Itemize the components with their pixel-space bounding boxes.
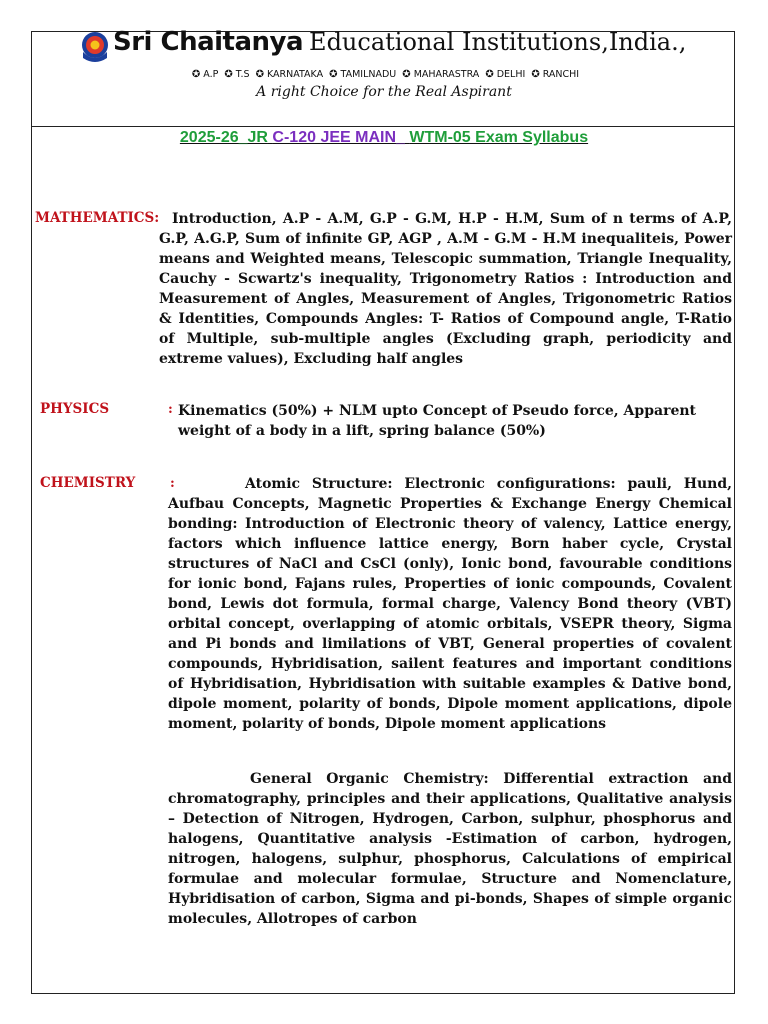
- brand-name: [113, 27, 686, 57]
- star-icon: ✪: [255, 69, 264, 80]
- physics-label: PHYSICS: [40, 401, 110, 417]
- physics-colon: :: [168, 402, 173, 417]
- states-list: [0, 69, 768, 80]
- star-icon: ✪: [191, 69, 201, 80]
- header-divider: [31, 126, 735, 127]
- brand-name-bold: Sri Chaitanya: [113, 27, 304, 57]
- title-syllabus: WTM-05 Exam Syllabus: [409, 129, 589, 146]
- math-text-first-line: Introduction, A.P - A.M, G.P - G.M, H.P - H.M, Sum of n terms of A.P,: [172, 211, 732, 227]
- institution-logo-icon: [80, 30, 110, 64]
- state-item: MAHARASTRA: [413, 69, 480, 80]
- math-label: MATHEMATICS:: [35, 210, 160, 226]
- star-icon: ✪: [329, 69, 338, 80]
- chemistry-label: CHEMISTRY: [40, 475, 136, 491]
- tagline: A right Choice for the Real Aspirant: [256, 84, 512, 100]
- math-text: G.P, A.G.P, Sum of infinite GP, AGP , A.M - G.M - H.M inequaliteis, Power means and Weighted means, Telescopic summation, Triangle Inequality, Cauchy - Scwartz's inequality, Trigonometry Ratios : Introduction and Measurement of Angles, Measurement of Angles, Trigonometric Ratios & Identities, Compounds Angles: T- Ratios of Compound angle, T-Ratio of Multiple, sub-multiple angles (Excluding graph, periodicity and extreme values), Excluding half angles: [159, 231, 732, 367]
- state-item: RANCHI: [542, 69, 580, 80]
- state-item: DELHI: [496, 69, 526, 80]
- physics-text: Kinematics (50%) + NLM upto Concept of Pseudo force, Apparent weight of a body in a lift, spring balance (50%): [178, 403, 696, 439]
- page-title: [0, 129, 768, 147]
- star-icon: ✪: [485, 69, 494, 80]
- star-icon: ✪: [402, 69, 411, 80]
- chemistry-text-organic: General Organic Chemistry: Differential extraction and chromatography, principles and their applications, Qualitative analysis – Detection of Nitrogen, Hydrogen, Carbon, sulphur, phosphorus and halogens, Quantitative analysis -Estimation of carbon, hydrogen, nitrogen, halogens, sulphur, phosphorus, Calculations of empirical formulae and molecular formulae, Structure and Nomenclature, Hybridisation of carbon, Sigma and pi-bonds, Shapes of simple organic molecules, Allotropes of carbon: [168, 771, 732, 927]
- title-batch: C-120: [272, 129, 316, 146]
- state-item: TAMILNADU: [340, 69, 397, 80]
- title-year: 2025-26_JR: [179, 129, 268, 146]
- state-item: A.P: [203, 69, 219, 80]
- state-item: KARNATAKA: [266, 69, 324, 80]
- header: [0, 0, 768, 130]
- brand-name-rest: Educational Institutions,India.,: [309, 28, 687, 56]
- star-icon: ✪: [531, 69, 540, 80]
- chemistry-colon: :: [170, 476, 175, 491]
- chemistry-text-atomic: Atomic Structure: Electronic configurations: pauli, Hund, Aufbau Concepts, Magnetic Properties & Exchange Energy Chemical bonding: Introduction of Electronic theory of valency, Lattice energy, factors which influence lattice energy, Born haber cycle, Crystal structures of NaCl and CsCl (only), Ionic bond, favourable conditions for ionic bond, Fajans rules, Properties of ionic compounds, Covalent bond, Lewis dot formula, formal charge, Valency Bond theory (VBT) orbital concept, overlapping of atomic orbitals, VSEPR theory, Sigma and Pi bonds and limilations of VBT, General properties of covalent compounds, Hybridisation, sailent features and important conditions of Hybridisation, Hybridisation with suitable examples & Dative bond, dipole moment, polarity of bonds, Dipole moment applications, dipole moment, polarity of bonds, Dipole moment applications: [168, 476, 732, 732]
- title-exam: JEE MAIN_: [320, 129, 405, 146]
- star-icon: ✪: [224, 69, 233, 80]
- state-item: T.S: [235, 69, 250, 80]
